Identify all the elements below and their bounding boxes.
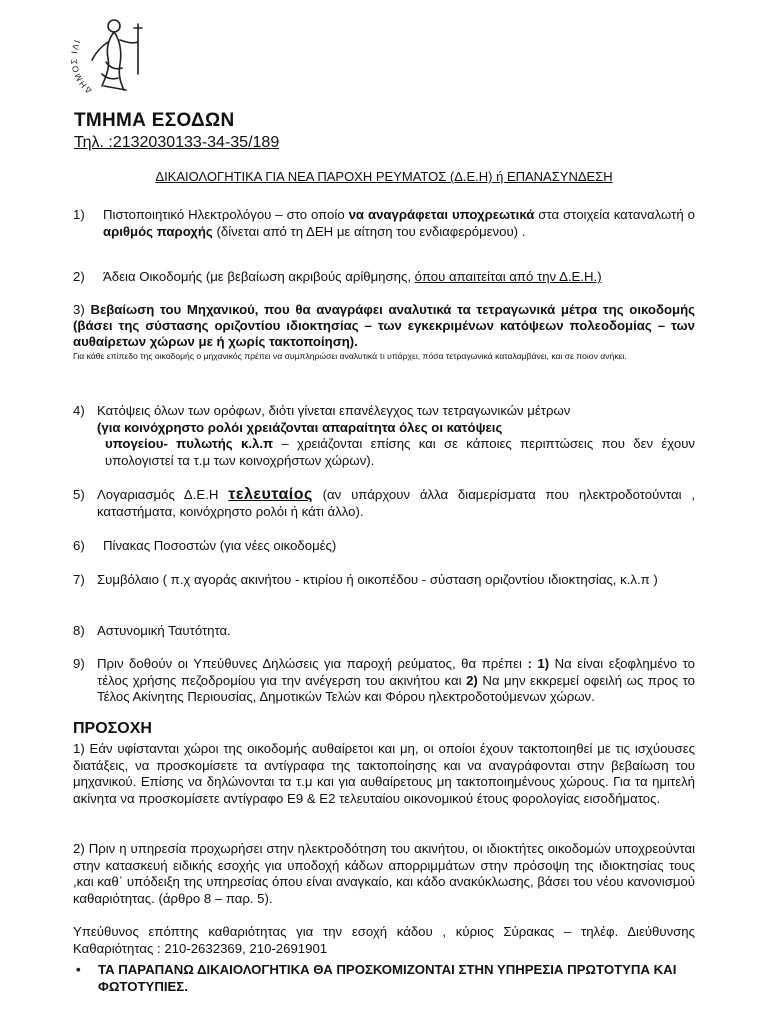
item-text-emphasis: τελευταίος — [228, 486, 313, 503]
item-text-part: Πριν δοθούν οι Υπεύθυνες Δηλώσεις για παροχή ρεύματος, θα πρέπει — [97, 656, 528, 671]
list-item-7 — [73, 572, 695, 589]
item-text: Κατόψεις όλων των ορόφων, διότι γίνεται επανέλεγχος των τετραγωνικών μέτρων — [97, 403, 571, 418]
item-text: Συμβόλαιο ( π.χ αγοράς ακινήτου - κτιρίου ή οικοπέδου - σύσταση οριζοντίου ιδιοκτησίας, κ.λ.π ) — [97, 572, 658, 587]
item-text-part: Άδεια Οικοδομής (με βεβαίωση ακριβούς αρίθμησης, — [103, 269, 415, 284]
attention-title: ΠΡΟΣΟΧΗ — [73, 720, 152, 737]
municipality-logo — [62, 12, 158, 108]
item-text-bold: να αναγράφεται υποχρεωτικά — [348, 207, 535, 222]
list-item-4 — [73, 403, 695, 469]
list-item-3 — [73, 302, 695, 362]
item-number: 8) — [73, 623, 85, 638]
item-text — [97, 420, 695, 437]
department-phone: Τηλ. :2132030133-34-35/189 — [74, 134, 280, 151]
item-text-bold: : 1) — [527, 656, 550, 671]
list-item-6 — [73, 538, 695, 555]
item-text: Πίνακας Ποσοστών (για νέες οικοδομές) — [103, 538, 337, 553]
list-item-5 — [73, 487, 695, 520]
logo-text: ΔΗΜΟΣ ΙΛΙ — [68, 37, 94, 96]
attention-paragraph-1: 1) Εάν υφίστανται χώροι της οικοδομής αυθαίρετοι και μη, οι οποίοι έχουν τακτοποιηθεί με τις ισχύουσες διατάξεις, να προσκομίσετε τα αντίγραφα της τακτοποίησης και να αναγράφονται στην βεβαίωση του μηχανικού. Επίσης να δηλώνονται τα τ.μ και για αυθαίρετους μη τακτοποιημένους χώρους. Για τα ημιτελή ακίνητα να προσκομίσετε αντίγραφο Ε9 & Ε2 τελευταίου οικονομικού έτους φορολογίας εισοδήματος. — [73, 741, 695, 806]
svg-text:ΔΗΜΟΣ ΙΛΙΟΥ — [62, 12, 93, 96]
item-text-part: Να είναι εξοφλημένο το τέλος χρήσης πεζοδρομίου για την ανέγερση του ακινήτου και — [97, 656, 696, 688]
item-number: 7) — [73, 572, 85, 587]
attention-paragraph-2: 2) Πριν η υπηρεσία προχωρήσει στην ηλεκτροδότηση του ακινήτου, οι ιδιοκτήτες οικοδομών υποχρεούνται στην κατασκευή ειδικής εσοχής για υποδοχή κάδων απορριμμάτων στην πρόσοψη της ιδιοκτησίας τους ,και καθ΄ υπόδειξη της υπηρεσίας όπου είναι αναγκαίο, και κάδο ανακύκλωσης, βάσει του νέου κανονισμού καθαριότητας. (άρθρο 8 – παρ. 5). — [73, 841, 695, 906]
item-text-bold: (για κοινόχρηστο ρολόι χρειάζονται απαραίτητα όλες οι κατόψεις — [97, 419, 503, 435]
item-text-part: Πιστοποιητικό Ηλεκτρολόγου – στο οποίο — [103, 207, 349, 222]
item-note: Για κάθε επίπεδο της οικοδομής ο μηχανικός πρέπει να συμπληρώσει αναλυτικά τι υπάρχει, πόσα τετραγωνικά καταλαμβάνει, και σε ποιον ανήκει. — [73, 351, 627, 361]
item-text-part: Λογαριασμός Δ.Ε.Η — [97, 487, 229, 502]
item-text-part: Να μην εκκρεμεί οφειλή ως προς το Τέλος Ακίνητης Περιουσίας, Δημοτικών Τελών και Φόρου ηλεκτροδοτούμενων χώρων. — [97, 672, 695, 704]
attention-contact: Υπεύθυνος επόπτης καθαριότητας για την εσοχή κάδου , κύριος Σύρακας – τηλέφ. Διεύθυνσης Καθαριότητας : 210-2632369, 210-2691901 — [73, 924, 695, 956]
item-number: 5) — [73, 487, 85, 502]
list-item-2 — [73, 269, 695, 286]
item-text-part: στα στοιχεία καταναλωτή ο — [534, 207, 695, 222]
page-title: ΔΙΚΑΙΟΛΟΓΗΤΙΚΑ ΓΙΑ ΝΕΑ ΠΑΡΟΧΗ ΡΕΥΜΑΤΟΣ (Δ.Ε.Η) ή ΕΠΑΝΑΣΥΝΔΕΣΗ — [155, 169, 613, 184]
list-item-1 — [73, 207, 695, 240]
department-title: ΤΜΗΜΑ ΕΣΟΔΩΝ — [74, 110, 235, 131]
municipality-seal-icon — [62, 12, 158, 108]
item-number: 3) — [73, 302, 85, 317]
item-text-bold: 2) — [466, 672, 478, 688]
bullet-icon: • — [76, 962, 81, 977]
item-text — [97, 487, 695, 520]
item-text — [103, 269, 695, 286]
item-number: 6) — [73, 538, 85, 553]
item-number: 9) — [73, 656, 85, 671]
item-text — [105, 436, 695, 469]
item-text-underlined: όπου απαιτείται από την Δ.Ε.Η.) — [414, 269, 602, 284]
item-text-part: – χρειάζονται επίσης και σε κάποιες περιπτώσεις που δεν έχουν υπολογιστεί τα τ.μ των κοινοχρήστων χώρων). — [105, 436, 696, 468]
item-text — [73, 302, 695, 350]
item-text-bold: Βεβαίωση του Μηχανικού, που θα αναγράφει αναλυτικά τα τετραγωνικά μέτρα της οικοδομής (βάσει της σύστασης οριζοντίου ιδιοκτησίας – των εγκεκριμένων κατόψεων πολεοδομίας – των αυθαίρετων χώρων με ή χωρίς τακτοποίηση). — [73, 302, 695, 349]
item-number: 2) — [73, 269, 85, 284]
item-number: 1) — [73, 207, 85, 222]
item-number: 4) — [73, 403, 85, 418]
final-notice — [76, 962, 696, 995]
item-text-bold: αριθμός παροχής — [103, 223, 213, 239]
item-text-part: (δίνεται από τη ΔΕΗ με αίτηση του ενδιαφερόμενου) . — [212, 223, 526, 239]
list-item-8 — [73, 623, 695, 640]
item-text — [103, 207, 695, 240]
item-text: Αστυνομική Ταυτότητα. — [97, 623, 231, 638]
item-text-bold: υπογείου- πυλωτής κ.λ.π — [105, 436, 274, 451]
item-text-part: (αν υπάρχουν άλλα διαμερίσματα που ηλεκτροδοτούνται , καταστήματα, κοινόχρηστο ρολόι ή κάτι άλλο). — [97, 487, 695, 519]
list-item-9 — [73, 656, 695, 706]
item-text — [97, 656, 695, 706]
final-notice-text: ΤΑ ΠΑΡΑΠΑΝΩ ΔΙΚΑΙΟΛΟΓΗΤΙΚΑ ΘΑ ΠΡΟΣΚΟΜΙΖΟΝΤΑΙ ΣΤΗΝ ΥΠΗΡΕΣΙΑ ΠΡΩΤΟΤΥΠΑ ΚΑΙ ΦΩΤΟΤΥΠΙΕΣ. — [98, 962, 677, 994]
